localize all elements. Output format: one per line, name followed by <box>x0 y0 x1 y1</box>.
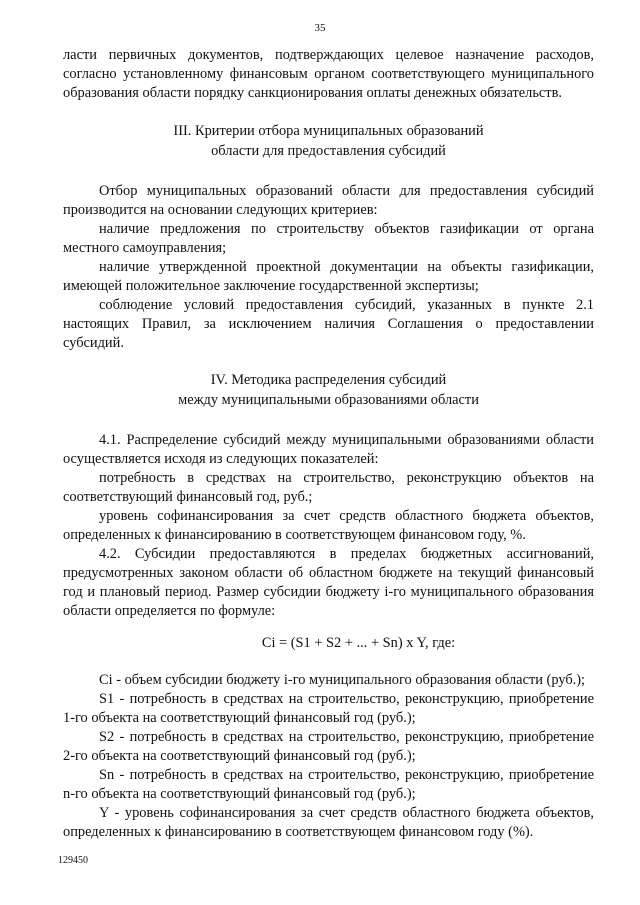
indicator-item: потребность в средствах на строительство, реконструкцию объектов на соответствующий финансовый год, руб.; <box>63 470 594 505</box>
intro-paragraph: ласти первичных документов, подтверждающих целевое назначение расходов, согласно установленному финансовым органом соответствующего муниципального образования области порядку санкционирования оплаты денежных обязательств. <box>63 47 594 101</box>
section-4-paragraph: 4.2. Субсидии предоставляются в пределах бюджетных ассигнований, предусмотренных законом области об областном бюджете на текущий финансовый год и плановый период. Размер субсидии бюджету i-го муниципального образования области определяется по формуле: <box>63 546 594 619</box>
section-3-heading <box>63 121 594 161</box>
page-number: 35 <box>314 22 326 34</box>
formula-definition: Sn - потребность в средствах на строительство, реконструкцию, приобретение n-го объекта на соответствующий финансовый год (руб.); <box>63 767 594 802</box>
section-3-title-line-1: III. Критерии отбора муниципальных образований <box>173 123 484 139</box>
formula-definition: Y - уровень софинансирования за счет средств областного бюджета объектов, определенных к финансированию в соответствующем финансовом году (%). <box>63 805 594 840</box>
criterion-item: соблюдение условий предоставления субсидий, указанных в пункте 2.1 настоящих Правил, за исключением наличия Соглашения о предоставлении субсидий. <box>63 297 594 351</box>
formula-definition: S1 - потребность в средствах на строительство, реконструкцию, приобретение 1-го объекта на соответствующий финансовый год (руб.); <box>63 691 594 726</box>
formula-definition: S2 - потребность в средствах на строительство, реконструкцию, приобретение 2-го объекта на соответствующий финансовый год (руб.); <box>63 729 594 764</box>
criterion-item: наличие предложения по строительству объектов газификации от органа местного самоуправления; <box>63 221 594 256</box>
section-4-title-line-1: IV. Методика распределения субсидий <box>210 372 447 388</box>
section-4-title-line-2: между муниципальными образованиями области <box>178 392 479 408</box>
subsidy-formula: Ci = (S1 + S2 + ... + Sn) x Y, где: <box>261 635 456 651</box>
criterion-item: наличие утвержденной проектной документации на объекты газификации, имеющей положительное заключение государственной экспертизы; <box>63 259 594 294</box>
section-4-paragraph: 4.1. Распределение субсидий между муниципальными образованиями области осуществляется исходя из следующих показателей: <box>63 432 594 467</box>
document-code: 129450 <box>58 855 88 866</box>
indicator-item: уровень софинансирования за счет средств областного бюджета объектов, определенных к финансированию в соответствующем финансовом году, %. <box>63 508 594 543</box>
formula-definition: Ci - объем субсидии бюджету i-го муниципального образования области (руб.); <box>99 672 586 688</box>
document-body <box>63 46 594 842</box>
section-3-paragraph: Отбор муниципальных образований области для предоставления субсидий производится на основании следующих критериев: <box>63 183 594 218</box>
section-3-title-line-2: области для предоставления субсидий <box>211 143 446 159</box>
section-4-heading <box>63 370 594 410</box>
